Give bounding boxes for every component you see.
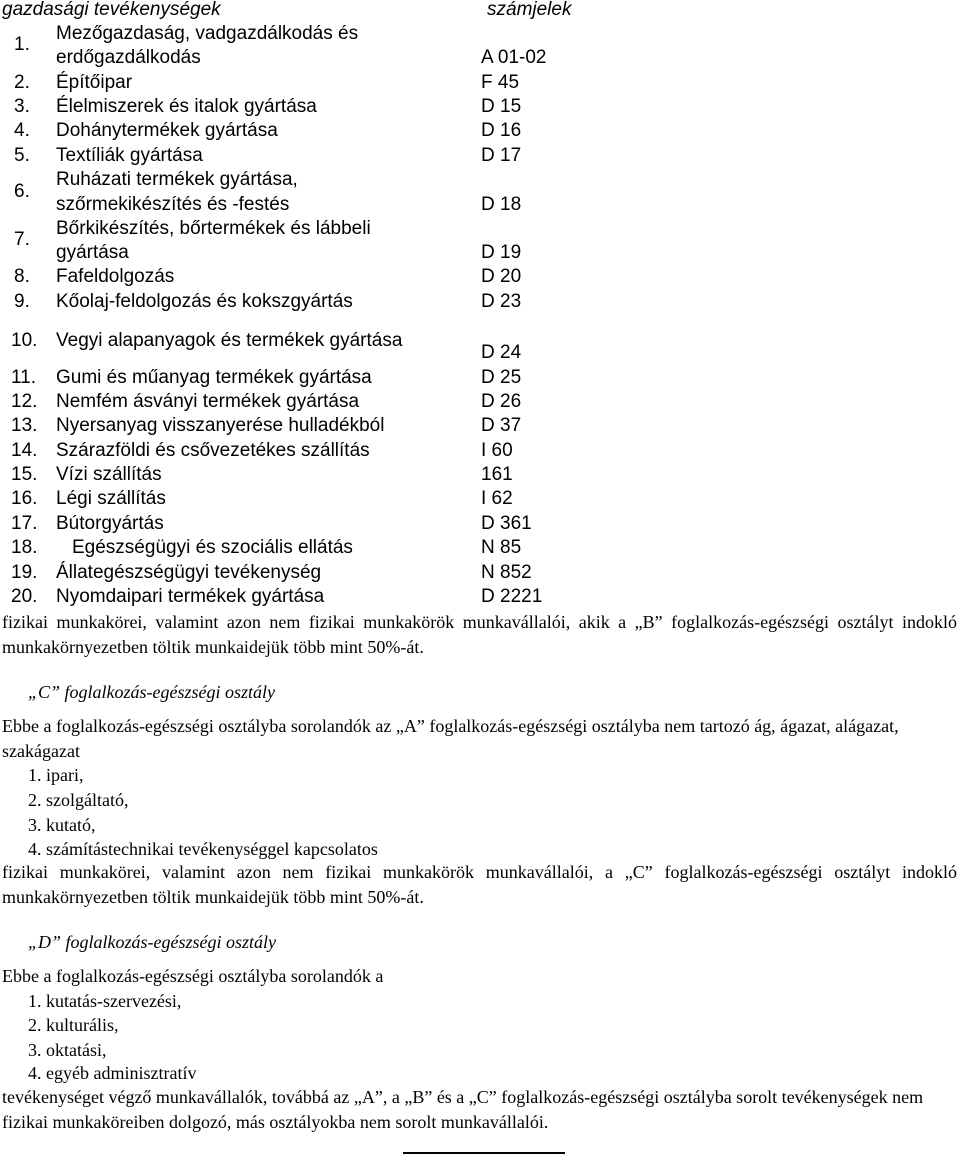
row-name: Bőrkikészítés, bőrtermékek és lábbeli	[56, 218, 371, 239]
row-number: 11.	[11, 367, 37, 388]
row-name: Nyersanyag visszanyerése hulladékból	[56, 415, 385, 436]
row-number: 16.	[11, 488, 38, 509]
row-code: D 18	[481, 194, 522, 215]
row-code: F 45	[481, 72, 520, 93]
row-number: 18.	[11, 537, 38, 558]
row-name-cont: gyártása	[56, 242, 129, 263]
header-codes: számjelek	[487, 0, 572, 20]
row-number: 17.	[11, 513, 38, 534]
row-name-cont: szőrmekikészítés és -festés	[56, 194, 290, 215]
row-code: D 2221	[481, 586, 543, 607]
row-number: 7.	[14, 229, 30, 250]
row-code: D 16	[481, 120, 522, 141]
row-code: D 37	[481, 415, 522, 436]
row-number: 2.	[14, 72, 30, 93]
row-name: Fafeldolgozás	[56, 266, 175, 287]
row-number: 9.	[14, 291, 30, 312]
list-item: 3. oktatási,	[28, 1040, 107, 1060]
section-d-intro: Ebbe a foglalkozás-egészségi osztályba sorolandók a	[2, 966, 384, 986]
list-item: 1. kutatás-szervezési,	[28, 991, 182, 1011]
row-number: 10.	[11, 330, 38, 351]
row-number: 3.	[14, 96, 30, 117]
row-code: D 25	[481, 367, 522, 388]
row-name: Dohánytermékek gyártása	[56, 120, 278, 141]
list-item: 2. szolgáltató,	[28, 790, 129, 810]
header-activities: gazdasági tevékenységek	[2, 0, 221, 20]
row-number: 6.	[14, 181, 30, 202]
row-code: N 852	[481, 562, 532, 583]
list-item: 3. kutató,	[28, 815, 96, 835]
row-name: Ruházati termékek gyártása,	[56, 169, 298, 190]
row-name: Vegyi alapanyagok és termékek gyártása	[56, 330, 403, 351]
row-name: Szárazföldi és csővezetékes szállítás	[56, 440, 370, 461]
row-number: 4.	[14, 120, 30, 141]
list-item: 2. kulturális,	[28, 1015, 119, 1035]
row-number: 1.	[14, 34, 30, 55]
row-number: 13.	[11, 415, 38, 436]
row-number: 20.	[11, 586, 38, 607]
row-name: Bútorgyártás	[56, 513, 164, 534]
row-code: D 17	[481, 145, 522, 166]
section-d-closing: tevékenységet végző munkavállalók, továbbá az „A”, a „B” és a „C” foglalkozás-egészségi osztályba sorolt tevékenységek nem fizikai munkaköreiben dolgozó, más osztályokba nem sorolt munkavállalói.	[2, 1087, 924, 1132]
row-name: Vízi szállítás	[56, 464, 162, 485]
footer-rule	[403, 1152, 565, 1154]
row-code: D 20	[481, 266, 522, 287]
row-number: 12.	[11, 391, 38, 412]
row-name: Nemfém ásványi termékek gyártása	[56, 391, 360, 412]
row-code: A 01-02	[481, 47, 547, 68]
row-code: D 361	[481, 513, 532, 534]
row-name: Egészségügyi és szociális ellátás	[72, 537, 353, 558]
row-name-cont: erdőgazdálkodás	[56, 47, 201, 68]
row-name: Mezőgazdaság, vadgazdálkodás és	[56, 23, 359, 44]
row-code: D 19	[481, 242, 522, 263]
row-number: 5.	[14, 145, 30, 166]
row-number: 14.	[11, 440, 38, 461]
list-item: 4. számítástechnikai tevékenységgel kapcsolatos	[28, 839, 378, 859]
row-number: 15.	[11, 464, 38, 485]
row-name: Textíliák gyártása	[56, 145, 203, 166]
row-name: Élelmiszerek és italok gyártása	[56, 96, 317, 117]
row-number: 19.	[11, 562, 38, 583]
b-class-closing-paragraph: fizikai munkakörei, valamint azon nem fizikai munkakörök munkavállalói, akik a „B” foglalkozás-egészségi osztályt indokló munkakörnyezetben töltik munkaidejük több mint 50%-át.	[2, 612, 957, 657]
list-item: 4. egyéb adminisztratív	[28, 1063, 197, 1083]
section-c-intro: Ebbe a foglalkozás-egészségi osztályba sorolandók az „A” foglalkozás-egészségi osztályba nem tartozó ág, ágazat, alágazat, szakágazat	[2, 716, 899, 761]
row-name: Légi szállítás	[56, 488, 166, 509]
section-d-title: „D” foglalkozás-egészségi osztály	[28, 932, 277, 952]
row-number: 8.	[14, 266, 30, 287]
row-name: Építőipar	[56, 72, 133, 93]
row-code: 161	[481, 464, 513, 485]
row-name: Állategészségügyi tevékenység	[56, 562, 322, 583]
row-code: I 60	[481, 440, 513, 461]
row-code: I 62	[481, 488, 513, 509]
section-c-title: „C” foglalkozás-egészségi osztály	[28, 682, 276, 702]
section-c-closing: fizikai munkakörei, valamint azon nem fizikai munkakörök munkavállalói, a „C” foglalkozás-egészségi osztályt indokló munkakörnyezetben töltik munkaidejük több mint 50%-át.	[2, 862, 957, 907]
row-name: Kőolaj-feldolgozás és kokszgyártás	[56, 291, 353, 312]
row-code: D 26	[481, 391, 522, 412]
row-code: D 15	[481, 96, 522, 117]
list-item: 1. ipari,	[28, 765, 84, 785]
row-name: Gumi és műanyag termékek gyártása	[56, 367, 372, 388]
row-code: D 23	[481, 291, 522, 312]
row-code: D 24	[481, 342, 522, 363]
row-code: N 85	[481, 537, 522, 558]
row-name: Nyomdaipari termékek gyártása	[56, 586, 325, 607]
